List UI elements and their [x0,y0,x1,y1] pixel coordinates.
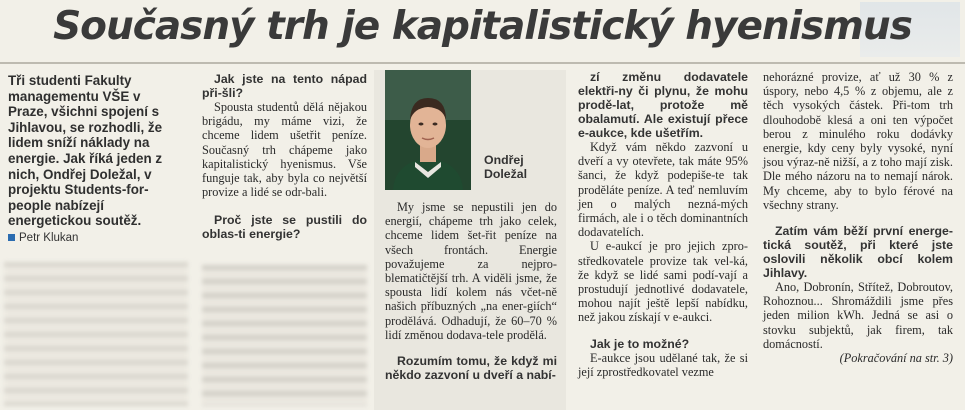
answer-5: Ano, Dobronín, Střítež, Dobroutov, Rohoznou... Shromáždili jsme přes jeden milion kWh. Jedná se asi o stovku subjektů, jak firem, tak domácností. [763,280,953,351]
question-3-continued: zí změnu dodavatele elektři-ny či plynu, že mohu prodě-lat, protože mě obalamutí. Ale existují přece e-aukce, kde ušetřím. [578,70,748,140]
answer-2: My jsme se nepustili jen do energií, chápeme trh jako celek, chceme lidem šet-řit peníze na všech frontách. Energie považujeme za nejpro-blematičtější trh. A viděli jsme, že spousta lidí kolem nás včet-ně našich příbuzných „na ener-giích“ prodělává. Odhadují, že 60–70 % lidí změnou dodava-tele prodělá. [385,200,557,342]
answer-4-continued: nehorázné provize, ať už 30 % z úspory, nebo 4,5 % z objemu, ale z těch vysokých částek. Při-tom trh dlouhodobě klesá a oni ten výpočet berou z minulého roku dodávky energie, kdy ceny byly vysoké, nyní jsou výraz-ně nižší, a z toho mají zisk. Dle mého názoru na to nemají nárok. My chceme, aby to bylo férové na všechny strany. [763,70,953,212]
blurred-text-area [4,262,188,406]
caption-last-name: Doležal [484,167,528,181]
answer-3b: U e-aukcí je pro jejich zpro-středkovatele provize tak vel-ká, že když se lidé sami podí-vají a prostudují jednotlivé dodavatele, mohou najít ještě lepší nabídku, než jakou získají v e-aukci. [578,239,748,325]
answer-3a: Když vám někdo zazvoní u dveří a vy otevřete, tak máte 95% šanci, že když podepiše-te tak proděláte peníze. A teď nemluvím jen o malých nezná-mých firmách, ale i o těch dominantních dodavatelích. [578,140,748,240]
photo-caption [484,153,527,181]
answer-1: Spousta studentů dělá nějakou brigádu, my máme vizi, že chceme lidem ušetřit peníze. Současný trh chápeme jako kapitalistický hyenismus. Vše funguje tak, aby byla co největší provize a lidé se odr-bali. [202,100,367,200]
headline-rule [0,62,965,64]
portrait-illustration [385,70,471,190]
author-name: Petr Klukan [19,232,79,244]
question-2: Proč jste se pustili do oblas-ti energie? [202,213,367,242]
question-3: Rozumím tomu, že když mi někdo zazvoní u dveří a nabí- [385,354,557,383]
caption-first-name: Ondřej [484,153,524,167]
column-5 [763,70,953,365]
portrait-photo [385,70,471,190]
question-5: Zatím vám běží první energe-tická soutěž, při které jste oslovili několik obcí kolem Jihlavy. [763,224,953,281]
byline-square-icon [8,234,15,241]
blurred-text-area-2 [202,265,367,406]
lead-paragraph: Tři studenti Fakulty managementu VŠE v Praze, všichni spojení s Jihlavou, se rozhodli, že lidem sníží náklady na energie. Jak říká jeden z nich, Ondřej Doležal, v projektu Students-for-people nabízejí energetickou soutěž. [8,73,163,229]
column-4 [578,70,748,379]
column-3 [385,200,557,382]
column-2 [202,72,367,241]
question-4: Jak je to možné? [590,336,690,351]
author-byline [8,232,78,244]
continued-note: (Pokračování na str. 3) [839,351,953,366]
headline: Současný trh je kapitalistický hyenismus [53,4,912,49]
answer-4: E-aukce jsou udělané tak, že si její zprostředkovatel vezme [578,350,748,379]
question-1: Jak jste na tento nápad při-šli? [202,72,367,100]
